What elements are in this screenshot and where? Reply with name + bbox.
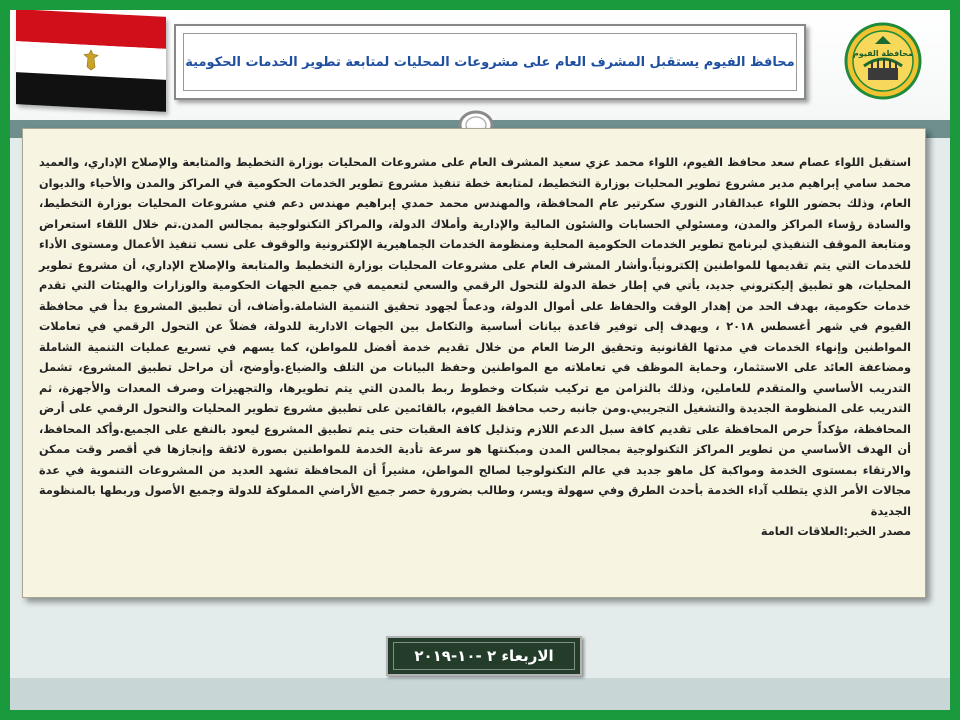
title-inner-frame xyxy=(183,33,797,91)
fayoum-governorate-logo-icon xyxy=(844,22,922,100)
logo-text: محافظة الفيوم xyxy=(852,49,914,58)
date-box xyxy=(386,636,582,676)
date-inner-frame xyxy=(393,642,575,670)
news-article-panel xyxy=(22,128,926,598)
egypt-flag-icon xyxy=(16,9,166,112)
article-date: الاربعاء ٢ -١٠-٢٠١٩ xyxy=(414,647,554,665)
article-body xyxy=(39,153,911,543)
page-title: محافظ الفيوم يستقبل المشرف العام على مشروعات المحليات لمتابعة تطوير الخدمات الحكومية xyxy=(185,54,795,70)
article-text: استقبل اللواء عصام سعد محافظ الفيوم، اللواء محمد عزي سعيد المشرف العام على مشروعات المحليات بوزارة التخطيط والمتابعة والإصلاح الإداري، والعميد محمد سامي إبراهيم مدير مشروع تطوير المحليات بوزارة التخطيط، لمتابعة خطة تنفيذ مشروع تطوير الخدمات الحكومية في المراكز والمدن والأحياء والديوان العام، وذلك بحضور اللواء عبدالقادر النوري سكرتير عام المحافظة، والمهندس محمد حمدي إبراهيم مهندس دعم فني مشروعات المحليات بوزارة التخطيط، والسادة رؤساء المراكز والمدن، ومسئولي الحسابات والشئون المالية والإدارية وأملاك الدولة، والمراكز التكنولوجية بمجالس المدن.تم خلال اللقاء استعراض ومتابعة الموقف التنفيذي لبرنامج تطوير الخدمات الحكومية المحلية ومنظومة الخدمات الجماهيرية الإلكترونية والوقوف على نسب تنفيذ الأعمال ومستوى الأداء للخدمات التي يتم تقديمها للمواطنين إلكترونياً.وأشار المشرف العام على مشروعات المحليات بوزارة التخطيط والمتابعة والإصلاح الإداري، أن مشروع تطوير المحليات، هو تطبيق إليكتروني جديد، يأتي في إطار خطة الدولة للتحول الرقمي والسعي لتعميمه في جميع الجهات الحكومية والوزارات والهيئات التي تقدم خدمات حكومية، بهدف الحد من إهدار الوقت والحفاظ على أموال الدولة، ودعماً لجهود تحقيق التنمية الشاملة.وأضاف، أن تطبيق المشروع بدأ في محافظة الفيوم في شهر أغسطس ٢٠١٨ ، ويهدف إلى توفير قاعدة بيانات أساسية والتكامل بين الجهات الادارية للدولة، فضلاً عن التحول الرقمي في تعاملات المواطنين وإنهاء الخدمات في مدتها القانونية وتحقيق الرضا العام من خلال تقديم خدمة أفضل للمواطن، كما يسهم في تسريع عمليات التنمية الشاملة ومضاعفة العائد على الاستثمار، وحماية الموظف في تعاملاته مع المواطنين وحفظ البيانات من التلف والضياع.وأوضح، أن مراحل تطبيق المشروع، تشمل التدريب الأساسي والمتقدم للعاملين، وذلك بالتزامن مع تركيب شبكات وخطوط ربط بالمدن التي يتم تطويرها، والتجهيزات وصرف المعدات والأجهزة، ثم التدريب على المنظومة الجديدة والتشغيل التجريبي.ومن جانبه رحب محافظ الفيوم، بالقائمين على تطبيق مشروع تطوير المحليات والتحول الرقمي على أرض المحافظة، مؤكداً حرص المحافظة على تقديم كافة سبل الدعم اللازم وتذليل كافة العقبات حتى يتم تطبيق المشروع ليعود بالنفع على الجميع.وأكد المحافظ، أن الهدف الأساسي من تطوير المراكز التكنولوجية بمجالس المدن ومبكنتها هو سرعة تأدية الخدمة للمواطنين بصورة لائقة وإنجازها في أقصر وقت ممكن والارتقاء بمستوى الخدمة ومواكبة كل ماهو جديد في عالم التكنولوجيا لصالح المواطن، مشيراً أن المحافظة تشهد العديد من المشروعات التنموية في عدة مجالات الأمر الذي يتطلب آداء الخدمة بأحدث الطرق وفي سهولة ويسر، وطالب بضرورة حصر جميع الأراضي المملوكة للدولة وجميع الأصول وربطها بالمنظومة الجديدة xyxy=(39,156,911,518)
footer-band xyxy=(10,678,950,720)
title-box xyxy=(174,24,806,100)
eagle-icon xyxy=(82,49,100,72)
article-source: مصدر الخبر:العلاقات العامة xyxy=(760,525,911,538)
